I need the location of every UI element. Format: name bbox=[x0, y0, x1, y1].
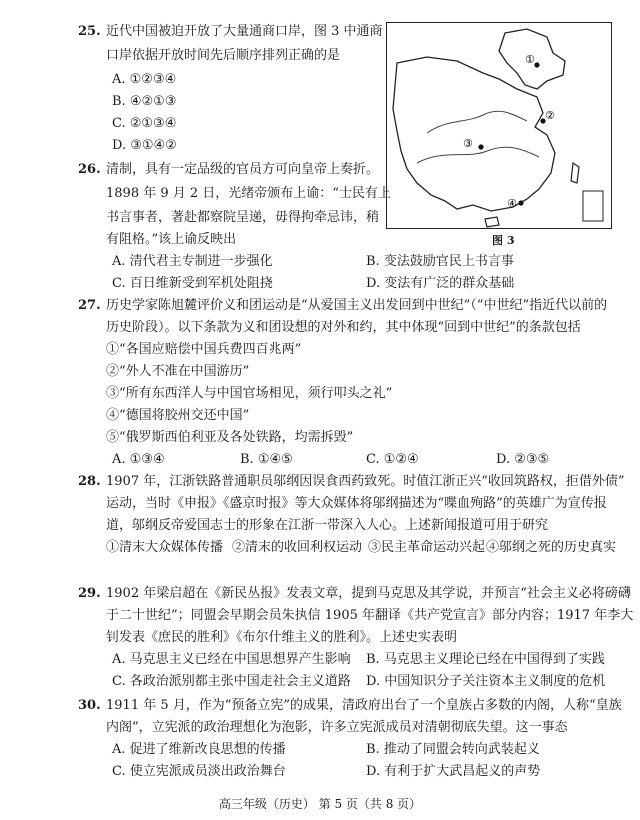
question-28-item-4: ④邬纲之死的历史真实 bbox=[486, 540, 617, 555]
question-29-option-d[interactable]: D. 中国知识分子关注资本主义制度的危机 bbox=[366, 674, 606, 689]
question-27-number: 27. bbox=[78, 298, 101, 313]
port-1-dot bbox=[534, 62, 539, 67]
question-29-option-b[interactable]: B. 马克思主义理论已经在中国得到了实践 bbox=[366, 652, 605, 667]
map-figure-3 bbox=[386, 22, 612, 229]
question-28-item-2: ②清末的收回利权运动 bbox=[232, 540, 363, 555]
port-2-label: ② bbox=[545, 109, 555, 122]
question-25-stem-line-1: 近代中国被迫开放了大量通商口岸，图 3 中通商 bbox=[106, 24, 383, 39]
question-29-option-a[interactable]: A. 马克思主义已经在中国思想界产生影响 bbox=[112, 652, 351, 667]
question-28-item-3: ③民主革命运动兴起 bbox=[368, 540, 486, 555]
port-4-dot bbox=[518, 200, 523, 205]
question-27-stem-line-1: 历史学家陈旭麓评价义和团运动是“从爱国主义出发回到中世纪”（“中世纪”指近代以前的 bbox=[106, 298, 608, 313]
question-30-number: 30. bbox=[78, 698, 101, 713]
question-30-stem-line-2: 内阁”，立宪派的政治理想化为泡影，许多立宪派成员对清朝彻底失望。这一事态 bbox=[106, 720, 568, 735]
question-28-item-1: ①清末大众媒体传播 bbox=[106, 540, 224, 555]
question-27-option-b[interactable]: B. ①④⑤ bbox=[240, 452, 293, 467]
question-30-option-c[interactable]: C. 使立宪派成员淡出政治舞台 bbox=[112, 764, 286, 779]
port-1-label: ① bbox=[525, 53, 535, 66]
question-30-option-b[interactable]: B. 推动了同盟会转向武装起义 bbox=[366, 742, 540, 757]
question-25-option-b[interactable]: B. ④②①③ bbox=[112, 94, 177, 109]
question-26-stem-line-1: 清制，具有一定品级的官员方可向皇帝上奏折。 bbox=[106, 162, 380, 177]
question-25-option-d[interactable]: D. ③①④② bbox=[112, 138, 177, 153]
port-4-label: ④ bbox=[507, 197, 517, 210]
port-3-label: ③ bbox=[463, 137, 473, 150]
question-28-stem-line-2: 运动，当时《申报》《盛京时报》等大众媒体将邬纲描述为“喋血殉路”的英雄广为宣传报 bbox=[106, 496, 607, 511]
question-28-stem-line-1: 1907 年，江浙铁路普通职员邬纲因误食西药致死。时值江浙正兴“收回筑路权，拒借外债” bbox=[106, 474, 625, 489]
question-26-option-d[interactable]: D. 变法有广泛的群众基础 bbox=[366, 276, 515, 291]
question-29-option-c[interactable]: C. 各政治派别都主张中国走社会主义道路 bbox=[112, 674, 351, 689]
question-27-item-1: ①“各国应赔偿中国兵费四百兆两” bbox=[106, 342, 302, 357]
question-26-stem-line-2: 1898 年 9 月 2 日，光绪帝颁布上谕：“士民有上 bbox=[106, 186, 391, 201]
question-26-option-a[interactable]: A. 清代君主专制进一步强化 bbox=[112, 254, 273, 269]
question-29-stem-line-1: 1902 年梁启超在《新民丛报》发表文章，提到马克思及其学说，并预言“社会主义必将磅礴 bbox=[106, 586, 631, 601]
question-29-stem-line-2: 于二十世纪”；同盟会早期会员朱执信 1905 年翻译《共产党宣言》部分内容；1917 年李大 bbox=[106, 608, 634, 623]
question-29-stem-line-3: 钊发表《庶民的胜利》《布尔什维主义的胜利》。上述史实表明 bbox=[106, 630, 458, 645]
question-30-stem-line-1: 1911 年 5 月，作为“预备立宪”的成果，清政府出台了一个皇族占多数的内阁，人称“皇族 bbox=[106, 698, 622, 713]
question-27-item-5: ⑤“俄罗斯西伯利亚及各处铁路，均需拆毁” bbox=[106, 430, 354, 445]
question-27-item-2: ②“外人不准在中国游历” bbox=[106, 364, 250, 379]
page-footer: 高三年级（历史） 第 5 页（共 8 页） bbox=[218, 797, 422, 811]
question-27-option-c[interactable]: C. ①②④ bbox=[366, 452, 419, 467]
question-26-option-c[interactable]: C. 百日维新受到军机处阻挠 bbox=[112, 276, 273, 291]
port-3-dot bbox=[478, 144, 483, 149]
china-coastline-map bbox=[387, 23, 611, 228]
question-26-number: 26. bbox=[78, 162, 101, 177]
question-28-stem-line-3: 道，邬纲反帝爱国志士的形象在江浙一带深入人心。上述新闻报道可用于研究 bbox=[106, 518, 549, 533]
map-caption: 图 3 bbox=[492, 234, 515, 247]
question-26-option-b[interactable]: B. 变法鼓励官民上书言事 bbox=[366, 254, 514, 269]
question-25-option-c[interactable]: C. ②①③④ bbox=[112, 116, 177, 131]
question-25-option-a[interactable]: A. ①②③④ bbox=[112, 72, 177, 87]
question-30-option-d[interactable]: D. 有利于扩大武昌起义的声势 bbox=[366, 764, 541, 779]
question-26-stem-line-4: 有阻格。”该上谕反映出 bbox=[106, 232, 237, 247]
question-27-stem-line-2: 历史阶段）。以下条款为义和团设想的对外和约，其中体现“回到中世纪”的条款包括 bbox=[106, 320, 581, 335]
question-27-item-4: ④“德国将胶州交还中国” bbox=[106, 408, 250, 423]
question-29-number: 29. bbox=[78, 586, 101, 601]
question-30-option-a[interactable]: A. 促进了维新改良思想的传播 bbox=[112, 742, 286, 757]
question-27-item-3: ③“所有东西洋人与中国官场相见，须行叩头之礼” bbox=[106, 386, 393, 401]
question-27-option-d[interactable]: D. ②③⑤ bbox=[496, 452, 550, 467]
question-25-stem-line-2: 口岸依据开放时间先后顺序排列正确的是 bbox=[106, 48, 341, 63]
question-26-stem-line-3: 书言事者，著赴都察院呈递，毋得拘牵忌讳，稍 bbox=[106, 210, 380, 225]
question-28-number: 28. bbox=[78, 474, 101, 489]
question-25-number: 25. bbox=[78, 24, 101, 39]
question-27-option-a[interactable]: A. ①③④ bbox=[112, 452, 165, 467]
